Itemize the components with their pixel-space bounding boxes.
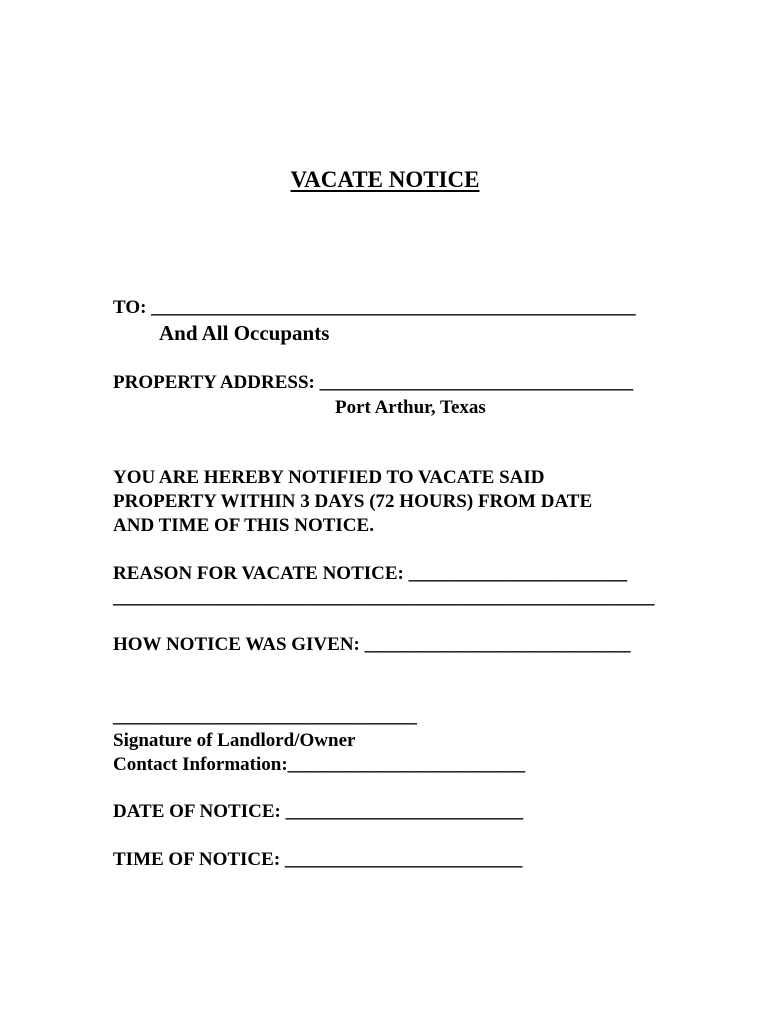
property-address-field: PROPERTY ADDRESS: _________________________________ <box>113 372 634 393</box>
notice-body-line-2: PROPERTY WITHIN 3 DAYS (72 HOURS) FROM DATE <box>113 491 593 512</box>
document-title: VACATE NOTICE <box>290 167 480 192</box>
property-city: Port Arthur, Texas <box>335 397 486 418</box>
reason-field: REASON FOR VACATE NOTICE: _______________________ <box>113 563 628 584</box>
signature-line: ________________________________ <box>113 706 417 727</box>
occupants-line: And All Occupants <box>159 321 330 345</box>
notice-body-line-1: YOU ARE HEREBY NOTIFIED TO VACATE SAID <box>113 467 545 488</box>
contact-information-field: Contact Information:_________________________ <box>113 754 526 775</box>
reason-continuation-line: _________________________________________________________ <box>113 587 655 608</box>
signature-label: Signature of Landlord/Owner <box>113 730 356 751</box>
how-notice-given-field: HOW NOTICE WAS GIVEN: ____________________________ <box>113 634 631 655</box>
time-of-notice-field: TIME OF NOTICE: _________________________ <box>113 849 523 870</box>
to-field: TO: ___________________________________________________ <box>113 297 636 318</box>
notice-body-line-3: AND TIME OF THIS NOTICE. <box>113 515 374 536</box>
date-of-notice-field: DATE OF NOTICE: _________________________ <box>113 801 524 822</box>
